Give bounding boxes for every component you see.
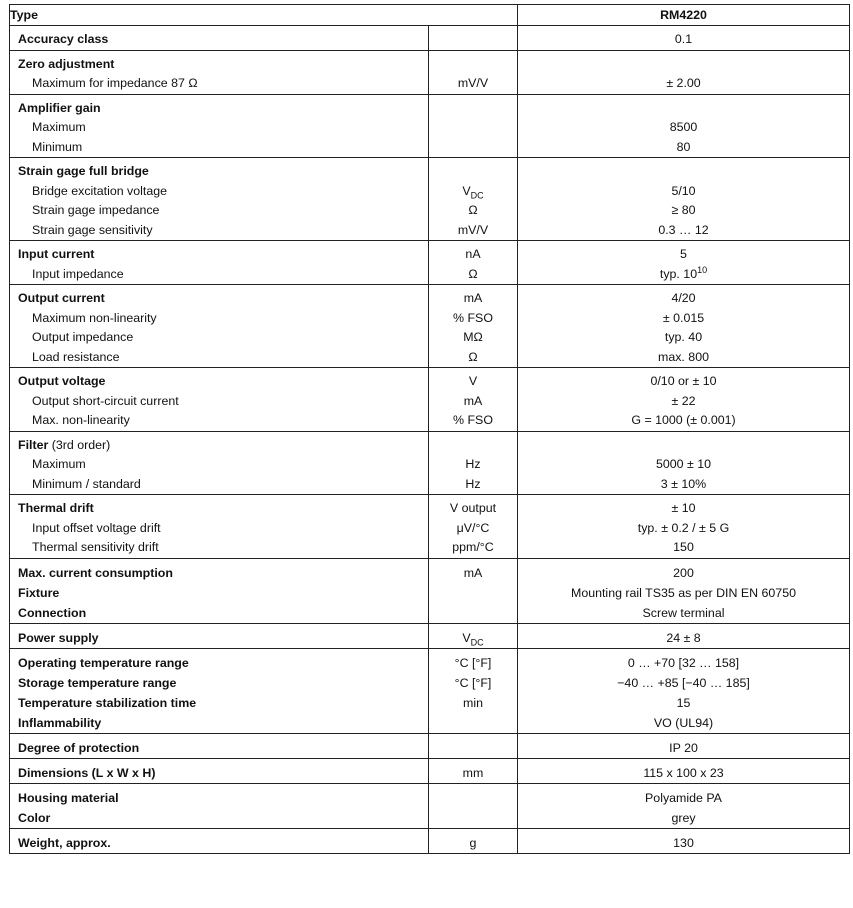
param-unit-text: °C [°F] [454,655,492,670]
param-unit-text: nA [465,247,481,261]
param-label [10,348,428,368]
param-value-text: −40 … +85 [−40 … 185] [617,675,750,690]
param-unit [429,788,517,808]
param-unit-text: Ω [468,203,478,217]
param-value-text: 5000 ± 10 [655,457,712,471]
param-label [10,808,428,828]
param-value-superscript: 10 [697,264,708,275]
param-value [518,411,849,431]
param-unit-text: % FSO [453,413,493,427]
spec-group [10,648,850,733]
param-unit [429,563,517,583]
param-label-text: Inflammability [18,715,102,730]
param-value [518,788,849,808]
unit-cell [429,623,518,648]
param-label-text: Connection [18,605,87,620]
value-cell [518,50,850,94]
param-value-text: ± 2.00 [666,76,701,90]
unit-cell [429,241,518,285]
param-value [518,519,849,539]
param-label-text: Degree of protection [18,740,140,755]
param-value [518,30,849,50]
param-label-text: Housing material [18,790,119,805]
param-unit [429,74,517,94]
param-label [10,392,428,412]
param-label [10,455,428,475]
param-label [10,538,428,558]
param-label-text: Max. current consumption [18,565,173,580]
param-unit-text: Hz [465,457,481,471]
param-value [518,628,849,648]
param-value [518,833,849,853]
value-cell [518,94,850,158]
param-cell [10,648,429,733]
param-value-text: 0.1 [674,32,693,46]
param-value-text: IP 20 [669,740,698,755]
value-cell [518,285,850,368]
param-value-text: 0/10 or ± 10 [650,374,717,388]
spec-group [10,285,850,368]
value-cell [518,495,850,559]
param-unit [429,475,517,495]
unit-cell [429,783,518,828]
param-unit [429,138,517,158]
unit-cell [429,733,518,758]
param-unit [429,182,517,202]
param-label-text: Maximum [32,457,86,471]
param-label [10,265,428,285]
param-label [10,201,428,221]
param-value [518,309,849,329]
param-label [10,833,428,853]
param-value-text: 24 ± 8 [666,630,701,645]
param-value-text: ± 10 [671,501,696,515]
unit-cell [429,828,518,853]
spec-group [10,623,850,648]
param-label-text: Minimum / standard [32,476,141,491]
spec-table-body [10,5,850,854]
param-value-text: 5/10 [671,183,696,198]
param-label-text: Input current [18,247,95,261]
param-unit [429,30,517,50]
param-label-text: Maximum non-linearity [32,310,157,325]
param-label-text: Accuracy class [18,32,109,46]
param-unit-text: °C [°F] [454,675,492,690]
param-label-text: Strain gage sensitivity [32,222,153,237]
param-unit-text: mA [463,291,483,305]
param-value [518,265,849,285]
param-label [10,788,428,808]
spec-table [9,4,850,854]
spec-group [10,783,850,828]
param-label [10,673,428,693]
param-label [10,603,428,623]
param-value-text: 130 [673,835,694,850]
param-value-text: ± 22 [671,393,696,408]
param-label-text: Amplifier gain [18,100,101,115]
param-label [10,713,428,733]
param-value [518,182,849,202]
unit-cell [429,431,518,495]
unit-cell [429,158,518,241]
param-label-text: Zero adjustment [18,56,115,71]
param-value [518,201,849,221]
param-label [10,328,428,348]
spec-group [10,368,850,432]
param-label [10,583,428,603]
param-value [518,673,849,693]
param-unit [429,289,517,309]
unit-cell [429,50,518,94]
param-unit [429,538,517,558]
param-value-text: 3 ± 10% [660,476,707,491]
param-unit-text: mA [463,565,483,580]
param-unit-text: MΩ [463,330,483,344]
param-label-text: Weight, approx. [18,835,111,850]
param-label [10,628,428,648]
param-unit [429,763,517,783]
param-value [518,653,849,673]
param-value-text: 150 [673,540,694,554]
param-cell [10,758,429,783]
param-cell [10,783,429,828]
param-value-text: VO (UL94) [653,715,714,730]
param-label-text: Strain gage impedance [32,203,160,217]
value-cell [518,368,850,432]
value-cell [518,158,850,241]
param-label [10,499,428,519]
param-value-text: max. 800 [658,349,709,364]
param-label [10,763,428,783]
spec-group [10,158,850,241]
param-value-text: 115 x 100 x 23 [643,765,724,780]
param-unit-subscript: DC [470,189,484,200]
param-label-text: Power supply [18,630,99,645]
param-cell [10,828,429,853]
param-unit-text: ppm/°C [452,540,494,554]
param-value [518,475,849,495]
param-unit [429,201,517,221]
param-label [10,118,428,138]
param-value [518,221,849,241]
param-label [10,653,428,673]
param-value-text: Polyamide PA [645,790,722,805]
param-value-text: Mounting rail TS35 as per DIN EN 60750 [571,585,796,600]
param-unit [429,348,517,368]
value-cell [518,758,850,783]
param-label-text: Input offset voltage drift [32,520,161,535]
value-cell [518,783,850,828]
param-unit [429,99,517,119]
value-cell [518,431,850,495]
param-value [518,328,849,348]
param-cell [10,368,429,432]
param-value [518,348,849,368]
param-unit [429,245,517,265]
param-cell [10,495,429,559]
param-value-text: typ. 10 [659,266,698,281]
param-label-text: Maximum for impedance 87 Ω [32,76,198,90]
param-unit-text: Ω [468,349,478,364]
unit-cell [429,495,518,559]
param-value [518,603,849,623]
param-unit [429,118,517,138]
param-value [518,455,849,475]
spec-group [10,431,850,495]
param-value [518,713,849,733]
param-unit [429,519,517,539]
value-cell [518,648,850,733]
param-label [10,519,428,539]
param-label [10,309,428,329]
unit-cell [429,758,518,783]
param-value-text: ± 0.015 [662,310,705,325]
param-label [10,138,428,158]
param-unit-text: mV/V [457,222,489,237]
param-unit [429,436,517,456]
param-value [518,436,849,456]
param-value [518,118,849,138]
spec-group [10,495,850,559]
param-value-text: typ. 40 [664,330,703,344]
param-label [10,245,428,265]
param-value [518,808,849,828]
unit-cell [429,648,518,733]
param-label [10,411,428,431]
param-label-text: Minimum [32,139,83,154]
param-value [518,763,849,783]
param-cell [10,285,429,368]
param-unit [429,833,517,853]
param-value [518,583,849,603]
param-unit-text: Ω [468,266,478,281]
param-value-text: Screw terminal [642,605,725,620]
param-label-text: Output voltage [18,374,106,388]
param-unit-text: mA [463,393,483,408]
param-value-text: grey [671,810,696,825]
param-value [518,693,849,713]
param-value-text: 0.3 … 12 [658,222,709,237]
param-unit [429,499,517,519]
param-unit [429,673,517,693]
param-cell [10,241,429,285]
param-value [518,738,849,758]
param-unit-text: V [462,630,471,645]
param-unit [429,309,517,329]
param-value-text: 4/20 [671,291,696,305]
param-label [10,475,428,495]
param-value [518,74,849,94]
param-cell [10,623,429,648]
param-value [518,538,849,558]
param-unit [429,713,517,733]
param-label-text: Output impedance [32,330,134,344]
param-cell [10,431,429,495]
param-label-text: Color [18,810,51,825]
param-unit [429,693,517,713]
param-value-text: 200 [673,565,694,580]
param-value [518,99,849,119]
unit-cell [429,558,518,623]
param-value-text: typ. ± 0.2 / ± 5 G [637,520,730,535]
spec-group [10,558,850,623]
header-row [10,5,850,26]
param-label-text: Output current [18,291,105,305]
param-label [10,372,428,392]
param-value [518,392,849,412]
param-unit [429,583,517,603]
type-label: Type [10,5,518,26]
value-cell [518,558,850,623]
spec-group [10,241,850,285]
param-label [10,30,428,50]
spec-group [10,828,850,853]
param-value-text: 0 … +70 [32 … 158] [627,655,740,670]
param-cell [10,733,429,758]
param-label-text: Output short-circuit current [32,393,179,408]
spec-group [10,26,850,51]
param-cell [10,26,429,51]
param-cell [10,558,429,623]
value-cell [518,623,850,648]
param-value-text: 15 [676,695,691,710]
param-unit-text: V [468,374,478,388]
param-value [518,499,849,519]
param-unit [429,372,517,392]
param-label-text: Input impedance [32,266,124,281]
param-label-text: Operating temperature range [18,655,189,670]
param-value-text: 5 [680,247,687,261]
spec-group [10,50,850,94]
param-unit [429,392,517,412]
value-cell [518,733,850,758]
param-label-text: Storage temperature range [18,675,177,690]
param-label-suffix: (3rd order) [48,437,111,452]
param-value [518,162,849,182]
param-unit-text: % FSO [453,310,493,325]
param-label [10,693,428,713]
value-cell [518,241,850,285]
param-label-text: Strain gage full bridge [18,164,149,178]
param-value [518,563,849,583]
param-label [10,99,428,119]
param-value-text: 80 [676,139,691,154]
param-cell [10,94,429,158]
spec-group [10,733,850,758]
param-value [518,372,849,392]
spec-group [10,94,850,158]
param-unit [429,738,517,758]
param-label-text: Bridge excitation voltage [32,183,168,198]
param-value [518,138,849,158]
spec-group [10,758,850,783]
param-unit-text: V output [449,501,497,515]
param-cell [10,158,429,241]
param-value-text: 8500 [669,120,698,134]
unit-cell [429,26,518,51]
param-label-text: Thermal drift [18,501,94,515]
param-value-text: G = 1000 (± 0.001) [631,413,736,427]
param-label-text: Dimensions (L x W x H) [18,765,156,780]
param-label [10,563,428,583]
param-value [518,55,849,75]
param-label-text: Max. non-linearity [32,413,130,427]
param-label [10,162,428,182]
param-unit-text: mm [462,765,484,780]
param-unit-subscript: DC [470,636,484,647]
param-value [518,245,849,265]
param-unit [429,411,517,431]
param-unit [429,603,517,623]
param-label [10,182,428,202]
param-label-text: Maximum [32,120,86,134]
value-cell [518,26,850,51]
param-unit [429,265,517,285]
unit-cell [429,285,518,368]
param-unit-text: min [463,695,483,710]
param-label [10,55,428,75]
param-unit-text: mV/V [457,76,489,90]
param-unit [429,55,517,75]
param-unit [429,653,517,673]
param-unit [429,221,517,241]
param-label-text: Thermal sensitivity drift [32,540,159,554]
param-value-text: ≥ 80 [671,203,696,217]
param-unit [429,328,517,348]
param-cell [10,50,429,94]
param-unit [429,162,517,182]
value-cell [518,828,850,853]
param-label [10,221,428,241]
param-unit-text: V [462,183,471,198]
param-label [10,289,428,309]
param-label-text: Load resistance [32,349,120,364]
param-unit-text: Hz [465,476,481,491]
model-name: RM4220 [518,5,850,26]
param-label [10,738,428,758]
param-label-text: Temperature stabilization time [18,695,197,710]
param-unit [429,455,517,475]
param-label [10,436,428,456]
param-unit-text: μV/°C [456,520,490,535]
param-unit-text: g [469,835,477,850]
param-unit [429,628,517,648]
param-unit [429,808,517,828]
param-value [518,289,849,309]
param-label [10,74,428,94]
param-label-text: Fixture [18,585,60,600]
unit-cell [429,368,518,432]
param-label-text: Filter [18,437,49,452]
unit-cell [429,94,518,158]
